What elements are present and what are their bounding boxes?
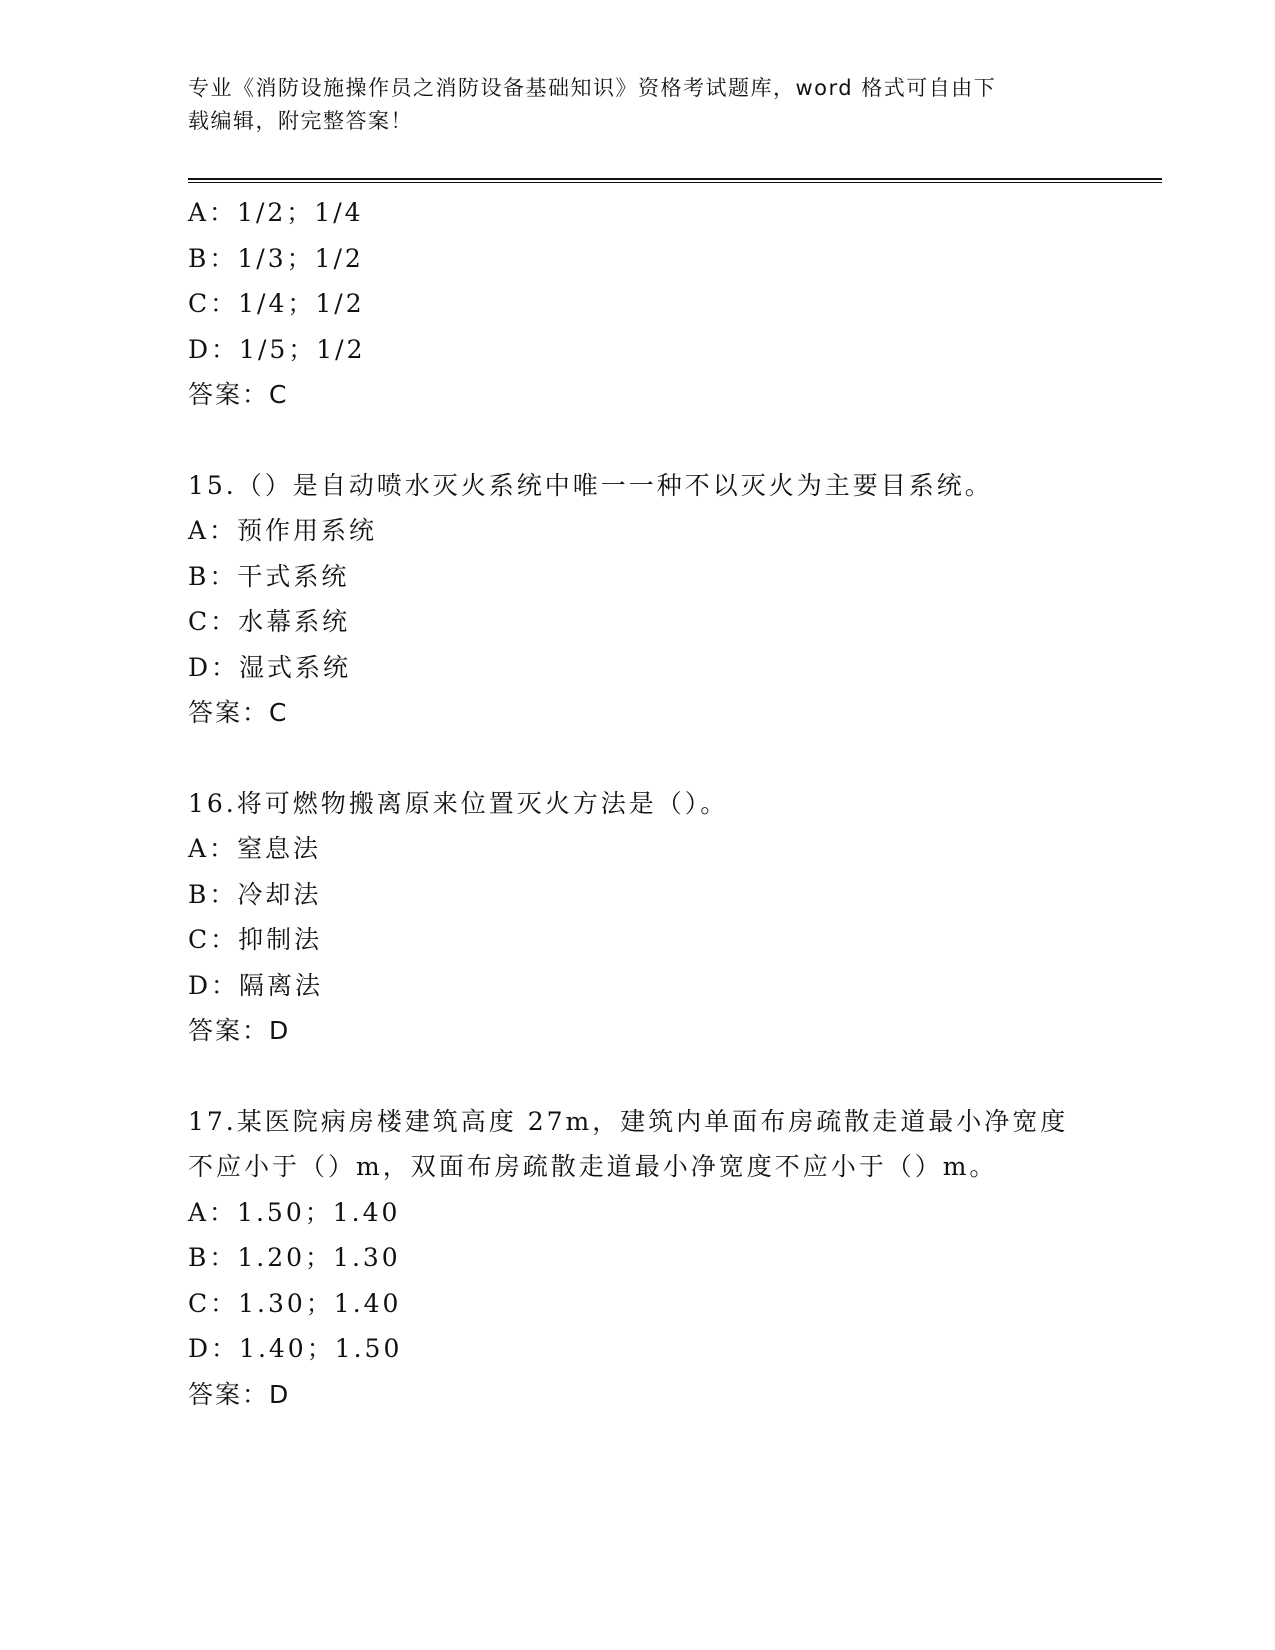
option-b: B：冷却法 [188,879,322,909]
spacer [188,736,1088,781]
spacer [188,1054,1088,1099]
option-a: A：1.50；1.40 [188,1197,401,1227]
question-14-block [188,190,1088,418]
option-c: C：水幕系统 [188,607,351,636]
question-stem: 16.将可燃物搬离原来位置灭火方法是（）。 [188,788,729,818]
question-15-block [188,463,1088,736]
option-d: D：1.40；1.50 [188,1334,403,1363]
question-stem: 15.（）是自动喷水灭火系统中唯一一种不以灭火为主要目系统。 [188,470,993,500]
option-c: C：1.30；1.40 [188,1288,402,1318]
spacer [188,418,1088,463]
question-stem-line-2: 不应小于（）m，双面布房疏散走道最小净宽度不应小于（）m。 [188,1152,998,1181]
option-d: D：湿式系统 [188,652,352,682]
option-c: C：抑制法 [188,925,323,954]
question-16-block [188,781,1088,1054]
header-title-line-2: 载编辑，附完整答案！ [188,109,413,133]
option-b: B：1.20；1.30 [188,1243,401,1272]
answer-line: 答案：D [188,1016,291,1045]
document-header [188,72,1068,138]
option-a: A：1/2；1/4 [188,198,364,227]
option-a: A：预作用系统 [188,516,378,545]
header-title-line-1: 专业《消防设施操作员之消防设备基础知识》资格考试题库，word 格式可自由下 [188,76,997,100]
option-d: D：1/5；1/2 [188,334,366,364]
option-d: D：隔离法 [188,970,324,1000]
question-list [188,190,1088,1417]
option-a: A：窒息法 [188,834,322,863]
question-17-block [188,1099,1088,1418]
question-stem-line-1: 17.某医院病房楼建筑高度 27m，建筑内单面布房疏散走道最小净宽度 [188,1106,1069,1136]
header-divider [188,178,1162,183]
option-b: B：干式系统 [188,561,350,591]
option-b: B：1/3；1/2 [188,243,364,273]
answer-line: 答案：C [188,380,289,409]
answer-line: 答案：C [188,698,289,727]
option-c: C：1/4；1/2 [188,289,365,318]
answer-line: 答案：D [188,1379,291,1409]
